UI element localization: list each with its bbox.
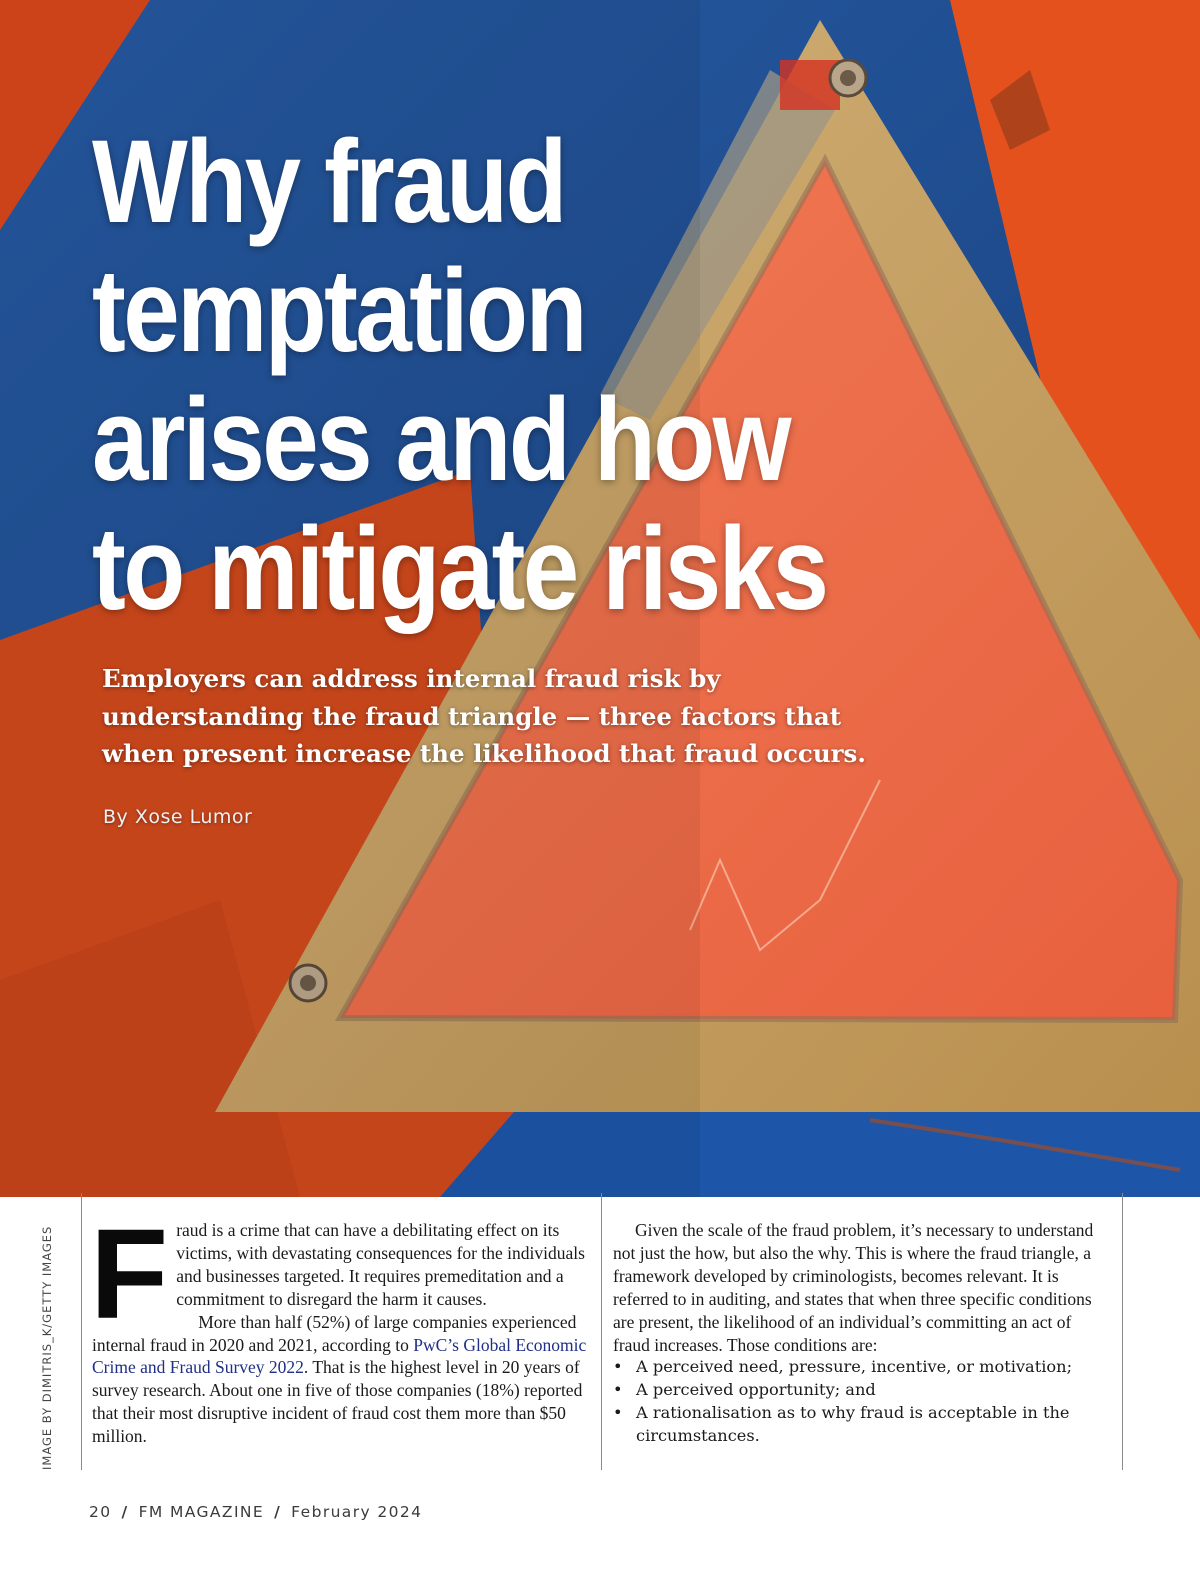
- headline-line-3: arises and how: [92, 374, 790, 506]
- column-rule-left: [81, 1193, 82, 1470]
- list-item: [613, 1356, 1101, 1379]
- stats-text-after: . That is the highest level in 20 years of survey research. About one in five of those companies (18%) reported that their most disruptive incident of fraud cost them more than $50 million.: [92, 1357, 583, 1447]
- footer-separator: /: [274, 1503, 282, 1521]
- intro-text: raud is a crime that can have a debilitating effect on its victims, with devastating consequences for the individuals and businesses targeted. It requires premeditation and a commitment to disregard the harm it causes.: [176, 1220, 585, 1309]
- article-column-1: [90, 1203, 594, 1448]
- deck: Employers can address internal fraud risk by understanding the fraud triangle — three factors that when present increase the likelihood that fraud occurs.: [102, 664, 866, 768]
- list-item-text: A perceived opportunity; and: [636, 1380, 876, 1400]
- headline-line-1: Why fraud: [92, 116, 565, 248]
- bullet-icon: •: [613, 1403, 623, 1423]
- column-rule-right: [1122, 1193, 1123, 1470]
- list-item: [613, 1379, 1101, 1402]
- magazine-name: FM MAGAZINE: [138, 1503, 265, 1521]
- byline: By Xose Lumor: [103, 806, 253, 828]
- list-item-text: A perceived need, pressure, incentive, or motivation;: [636, 1357, 1073, 1377]
- footer-separator: /: [121, 1503, 129, 1521]
- headline-line-2: temptation: [92, 245, 585, 377]
- bullet-icon: •: [613, 1357, 623, 1377]
- list-item-text: A rationalisation as to why fraud is acceptable in the circumstances.: [636, 1403, 1070, 1446]
- conditions-list: [613, 1356, 1101, 1448]
- issue-date: February 2024: [291, 1503, 423, 1521]
- headline: [92, 118, 849, 634]
- image-credit: IMAGE BY DIMITRIS_K/GETTY IMAGES: [40, 1225, 54, 1470]
- drop-cap: F: [90, 1203, 169, 1346]
- headline-line-4: to mitigate risks: [92, 503, 827, 635]
- list-item: [613, 1402, 1101, 1448]
- page-footer: [89, 1503, 422, 1521]
- stats-text-before: More than half (52%) of large companies experienced internal fraud in 2020 and 2021, according to: [92, 1311, 577, 1355]
- article-column-2: [613, 1219, 1101, 1448]
- bullet-icon: •: [613, 1380, 623, 1400]
- survey-link[interactable]: PwC’s Global Economic Crime and Fraud Survey 2022: [92, 1334, 587, 1378]
- column-rule-middle: [601, 1193, 602, 1470]
- paragraph-fraud-triangle: Given the scale of the fraud problem, it’s necessary to understand not just the how, but also the why. This is where the fraud triangle, a framework developed by criminologists, becomes relevant. It is referred to in auditing, and states that when three specific conditions are present, the likelihood of an individual’s committing an act of fraud increases. Those conditions are:: [613, 1220, 1094, 1355]
- page-number: 20: [89, 1503, 112, 1521]
